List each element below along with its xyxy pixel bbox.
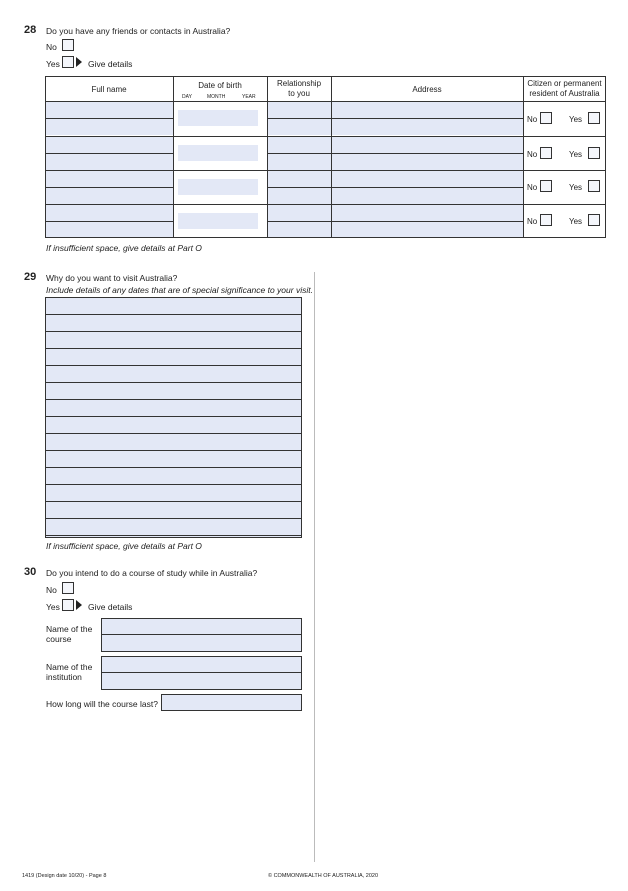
header-dob-day: DAY	[182, 94, 192, 100]
contact-4-no-label: No	[527, 217, 538, 226]
contact-2-dob-input[interactable]	[178, 145, 258, 161]
row-subdivider	[332, 153, 523, 154]
row-subdivider	[268, 221, 331, 222]
q30-no-checkbox[interactable]	[62, 582, 74, 594]
q30-yes-label: Yes	[46, 602, 60, 612]
ruled-line	[46, 314, 301, 315]
q30-yes-checkbox[interactable]	[62, 599, 74, 611]
q30-number: 30	[24, 566, 37, 578]
institution-name-label	[46, 662, 92, 682]
ruled-line	[46, 331, 301, 332]
contact-4-citizen-no-checkbox[interactable]	[540, 214, 552, 226]
course-name-label-line1: Name of the	[46, 624, 93, 634]
course-duration-label: How long will the course last?	[46, 699, 158, 709]
q28-yes-label: Yes	[46, 59, 60, 69]
row-subdivider	[268, 153, 331, 154]
arrow-right-icon	[76, 600, 82, 610]
q30-no-label: No	[46, 585, 57, 595]
header-relationship	[267, 79, 331, 99]
header-relationship-line2: to you	[288, 89, 310, 98]
header-full-name: Full name	[91, 85, 127, 94]
q29-question: Why do you want to visit Australia?	[46, 273, 178, 283]
q29-number: 29	[24, 271, 37, 283]
ruled-line	[46, 433, 301, 434]
q29-insufficient-note: If insufficient space, give details at Part O	[46, 541, 202, 551]
header-address: Address	[412, 85, 442, 94]
field-subdivider	[102, 672, 301, 673]
q28-question: Do you have any friends or contacts in Australia?	[46, 26, 231, 36]
contact-1-yes-label: Yes	[569, 115, 583, 124]
contact-3-dob-input[interactable]	[178, 179, 258, 195]
header-citizen-line1: Citizen or permanent	[527, 79, 602, 88]
row-subdivider	[46, 221, 173, 222]
contact-2-no-label: No	[527, 150, 538, 159]
row-subdivider	[332, 187, 523, 188]
q28-number: 28	[24, 24, 37, 36]
institution-name-label-line2: institution	[46, 672, 82, 682]
row-subdivider	[268, 118, 331, 119]
header-dob-year: YEAR	[242, 94, 256, 100]
contact-3-yes-label: Yes	[569, 183, 583, 192]
q30-question: Do you intend to do a course of study while in Australia?	[46, 568, 258, 578]
course-name-label	[46, 624, 92, 644]
ruled-line	[46, 484, 301, 485]
col-divider	[523, 76, 524, 238]
contact-1-no-label: No	[527, 115, 538, 124]
row-subdivider	[332, 221, 523, 222]
row-subdivider	[332, 118, 523, 119]
course-name-label-line2: course	[46, 634, 72, 644]
ruled-line	[46, 399, 301, 400]
contact-4-yes-label: Yes	[569, 217, 583, 226]
header-citizen	[523, 79, 606, 99]
q28-yes-checkbox[interactable]	[62, 56, 74, 68]
field-subdivider	[102, 634, 301, 635]
q28-insufficient-note: If insufficient space, give details at Part O	[46, 243, 202, 253]
row-subdivider	[268, 187, 331, 188]
ruled-line	[46, 416, 301, 417]
ruled-line	[46, 501, 301, 502]
column-divider	[314, 272, 315, 862]
row-subdivider	[46, 118, 173, 119]
header-dob-month: MONTH	[207, 94, 226, 100]
q29-subtext: Include details of any dates that are of special significance to your visit.	[46, 285, 313, 295]
q28-give-details: Give details	[88, 59, 133, 69]
contact-3-citizen-no-checkbox[interactable]	[540, 180, 552, 192]
ruled-line	[46, 348, 301, 349]
row-subdivider	[46, 153, 173, 154]
row-subdivider	[46, 187, 173, 188]
contact-1-citizen-no-checkbox[interactable]	[540, 112, 552, 124]
contact-4-dob-input[interactable]	[178, 213, 258, 229]
arrow-right-icon	[76, 57, 82, 67]
col-divider	[173, 76, 174, 238]
course-duration-input[interactable]	[161, 694, 302, 711]
header-relationship-line1: Relationship	[276, 79, 322, 88]
course-name-input[interactable]	[101, 618, 302, 652]
ruled-line	[46, 467, 301, 468]
ruled-line	[46, 382, 301, 383]
contact-2-citizen-no-checkbox[interactable]	[540, 147, 552, 159]
ruled-line	[46, 450, 301, 451]
contact-3-no-label: No	[527, 183, 538, 192]
institution-name-label-line1: Name of the	[46, 662, 93, 672]
institution-name-input[interactable]	[101, 656, 302, 690]
ruled-line	[46, 535, 301, 536]
contact-3-citizen-yes-checkbox[interactable]	[588, 180, 600, 192]
footer-copyright: © COMMONWEALTH OF AUSTRALIA, 2020	[268, 873, 378, 879]
contact-4-citizen-yes-checkbox[interactable]	[588, 214, 600, 226]
contact-1-dob-input[interactable]	[178, 110, 258, 126]
header-dob: Date of birth	[198, 81, 242, 90]
ruled-line	[46, 518, 301, 519]
ruled-line	[46, 365, 301, 366]
footer-page-info: 1419 (Design date 10/20) - Page 8	[22, 873, 107, 879]
q28-no-checkbox[interactable]	[62, 39, 74, 51]
header-citizen-line2: resident of Australia	[529, 89, 600, 98]
q28-no-label: No	[46, 42, 57, 52]
contact-2-yes-label: Yes	[569, 150, 583, 159]
contact-2-citizen-yes-checkbox[interactable]	[588, 147, 600, 159]
contact-1-citizen-yes-checkbox[interactable]	[588, 112, 600, 124]
q30-give-details: Give details	[88, 602, 133, 612]
